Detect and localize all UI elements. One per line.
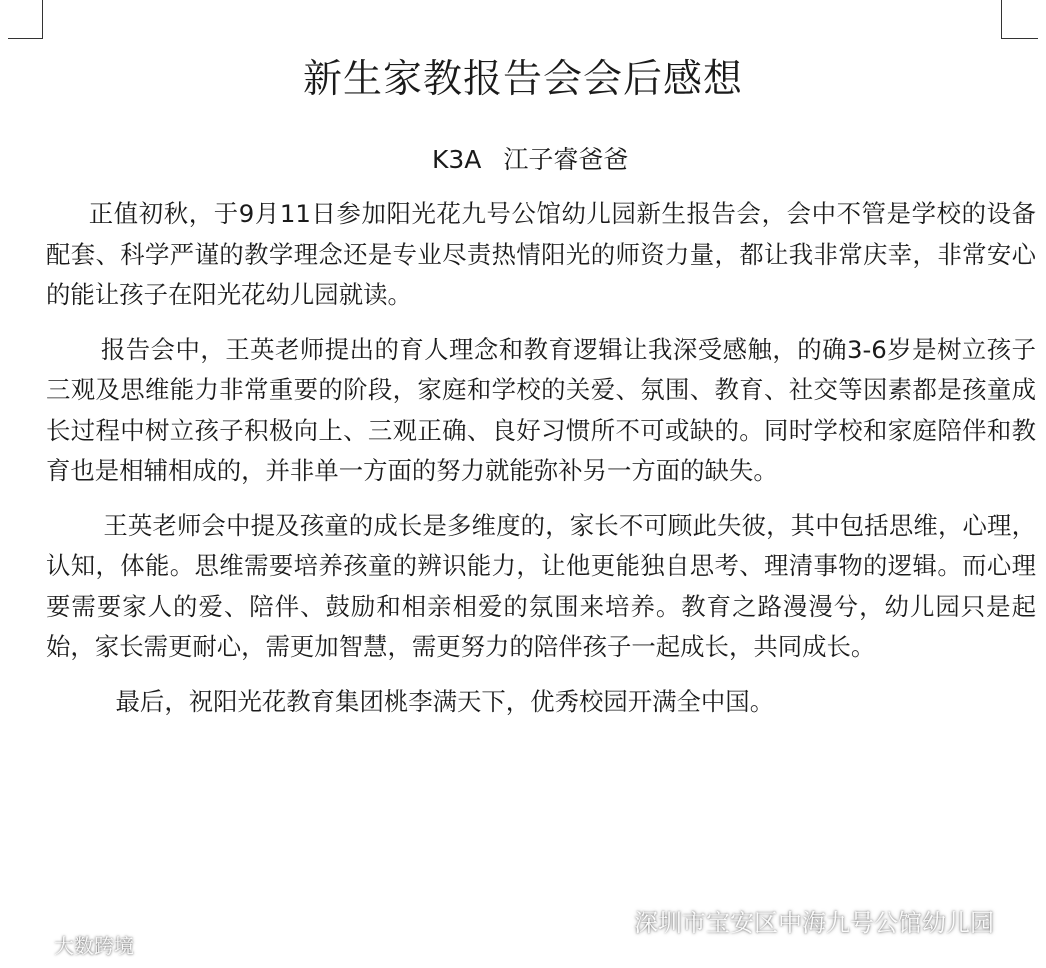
paragraph-1: 正值初秋，于9月11日参加阳光花九号公馆幼儿园新生报告会，会中不管是学校的设备配套、科学严谨的教学理念还是专业尽责热情阳光的师资力量，都让我非常庆幸，非常安心的能让孩子在阳光花幼儿园就读。 [46,199,1036,309]
document-body [46,194,1036,736]
weibo-icon [6,932,50,958]
author-name: 江子睿爸爸 [503,145,629,174]
document-author [432,140,628,176]
crop-mark-top-left [8,0,43,39]
document-title: 新生家教报告会会后感想 [302,57,743,102]
paragraph-3: 王英老师会中提及孩童的成长是多维度的，家长不可顾此失彼，其中包括思维，心理，认知，体能。思维需要培养孩童的辨识能力，让他更能独自思考、理清事物的逻辑。而心理要需要家人的爱、陪伴、鼓励和相亲相爱的氛围来培养。教育之路漫漫兮，幼儿园只是起始，家长需更耐心，需更加智慧，需更努力的陪伴孩子一起成长，共同成长。 [46,510,1036,661]
crop-mark-top-right [1001,0,1038,39]
wechat-watermark-text: 深圳市宝安区中海九号公馆幼儿园 [634,909,994,937]
paragraph-4: 最后，祝阳光花教育集团桃李满天下，优秀校园开满全中国。 [115,686,775,716]
author-class-code: K3A [432,145,482,174]
wechat-icon [598,908,628,934]
paragraph-2: 报告会中，王英老师提出的育人理念和教育逻辑让我深受感触，的确3-6岁是树立孩子三观及思维能力非常重要的阶段，家庭和学校的关爱、氛围、教育、社交等因素都是孩童成长过程中树立孩子积极向上、三观正确、良好习惯所不可或缺的。同时学校和家庭陪伴和教育也是相辅相成的，并非单一方面的努力就能弥补另一方面的缺失。 [46,334,1036,485]
wechat-watermark [598,903,994,938]
weibo-watermark-text: 大数跨境 [54,934,134,958]
weibo-watermark [6,930,134,959]
